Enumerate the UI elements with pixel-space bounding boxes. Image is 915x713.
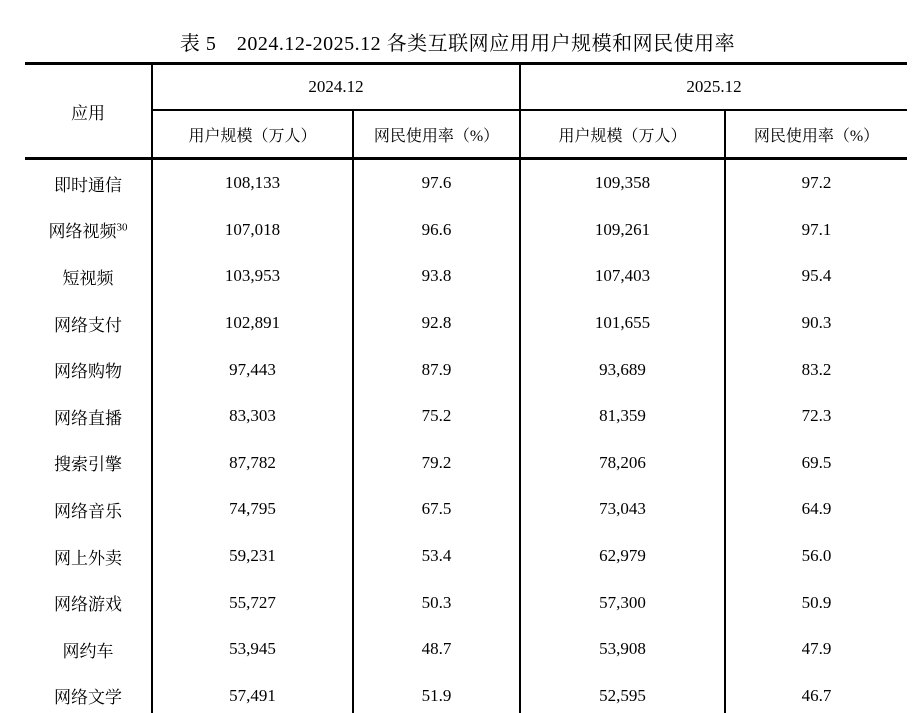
app-name-cell [25,300,152,347]
usage-2024-cell: 79.2 [353,440,520,487]
column-group-2024-12: 2024.12 [152,64,520,111]
group-header-row [25,64,907,111]
usage-2024-cell: 67.5 [353,486,520,533]
footnote-ref: 30 [116,221,128,234]
usage-2024-cell: 96.6 [353,207,520,254]
usage-2025-cell: 46.7 [725,673,907,713]
app-name: 网约车 [62,641,114,661]
column-header-scale-2024: 用户规模（万人） [152,110,353,159]
scale-2025-cell: 101,655 [520,300,725,347]
app-name-cell [25,486,152,533]
scale-2024-cell: 74,795 [152,486,353,533]
usage-2024-cell: 50.3 [353,579,520,626]
table-row [25,300,907,347]
app-name-cell [25,159,152,207]
scale-2025-cell: 78,206 [520,440,725,487]
scale-2025-cell: 53,908 [520,626,725,673]
usage-2025-cell: 97.1 [725,207,907,254]
scale-2024-cell: 55,727 [152,579,353,626]
app-name: 即时通信 [54,175,122,195]
app-name: 网上外卖 [54,548,122,568]
usage-2025-cell: 83.2 [725,346,907,393]
scale-2024-cell: 59,231 [152,533,353,580]
table-row [25,579,907,626]
scale-2025-cell: 62,979 [520,533,725,580]
scale-2025-cell: 57,300 [520,579,725,626]
table-row [25,626,907,673]
app-name-cell [25,207,152,254]
column-header-usage-2025: 网民使用率（%） [725,110,907,159]
usage-2025-cell: 64.9 [725,486,907,533]
app-name-cell [25,673,152,713]
app-name: 网络音乐 [54,501,122,521]
app-name: 网络文学 [54,688,122,708]
usage-2025-cell: 56.0 [725,533,907,580]
scale-2024-cell: 57,491 [152,673,353,713]
table-row [25,533,907,580]
column-header-scale-2025: 用户规模（万人） [520,110,725,159]
scale-2025-cell: 52,595 [520,673,725,713]
app-name-cell [25,533,152,580]
usage-2025-cell: 50.9 [725,579,907,626]
usage-2024-cell: 75.2 [353,393,520,440]
table-row [25,253,907,300]
scale-2025-cell: 109,358 [520,159,725,207]
app-name-cell [25,626,152,673]
usage-2025-cell: 95.4 [725,253,907,300]
app-name: 网络购物 [54,362,122,382]
table-header [25,64,907,159]
scale-2024-cell: 83,303 [152,393,353,440]
usage-2024-cell: 51.9 [353,673,520,713]
column-header-usage-2024: 网民使用率（%） [353,110,520,159]
usage-2025-cell: 47.9 [725,626,907,673]
scale-2025-cell: 109,261 [520,207,725,254]
scale-2024-cell: 87,782 [152,440,353,487]
app-name: 网络直播 [54,408,122,428]
app-name-cell [25,579,152,626]
column-header-app: 应用 [25,64,152,159]
usage-2024-cell: 48.7 [353,626,520,673]
app-name: 网络游戏 [54,595,122,615]
scale-2025-cell: 73,043 [520,486,725,533]
table-row [25,159,907,207]
app-name: 搜索引擎 [54,455,122,475]
scale-2024-cell: 102,891 [152,300,353,347]
scale-2025-cell: 93,689 [520,346,725,393]
app-name: 网络支付 [54,315,122,335]
usage-2025-cell: 72.3 [725,393,907,440]
usage-2024-cell: 97.6 [353,159,520,207]
scale-2024-cell: 103,953 [152,253,353,300]
usage-2024-cell: 92.8 [353,300,520,347]
scale-2024-cell: 108,133 [152,159,353,207]
scale-2024-cell: 53,945 [152,626,353,673]
table-row [25,346,907,393]
scale-2024-cell: 107,018 [152,207,353,254]
scale-2025-cell: 81,359 [520,393,725,440]
usage-2024-cell: 87.9 [353,346,520,393]
app-name-cell [25,393,152,440]
app-name-cell [25,440,152,487]
table-row [25,440,907,487]
table-title: 表 5 2024.12-2025.12 各类互联网应用用户规模和网民使用率 [179,33,736,55]
table-body [25,159,907,713]
table-row [25,393,907,440]
data-table [25,62,907,713]
scale-2024-cell: 97,443 [152,346,353,393]
column-group-2025-12: 2025.12 [520,64,907,111]
scale-2025-cell: 107,403 [520,253,725,300]
app-name-cell [25,346,152,393]
usage-2025-cell: 97.2 [725,159,907,207]
usage-2024-cell: 53.4 [353,533,520,580]
app-name: 短视频 [62,268,114,288]
table-row [25,207,907,254]
table-row [25,673,907,713]
usage-2025-cell: 90.3 [725,300,907,347]
app-name: 网络视频 [48,222,117,242]
usage-2024-cell: 93.8 [353,253,520,300]
table-row [25,486,907,533]
usage-2025-cell: 69.5 [725,440,907,487]
sub-header-row [25,110,907,159]
app-name-cell [25,253,152,300]
